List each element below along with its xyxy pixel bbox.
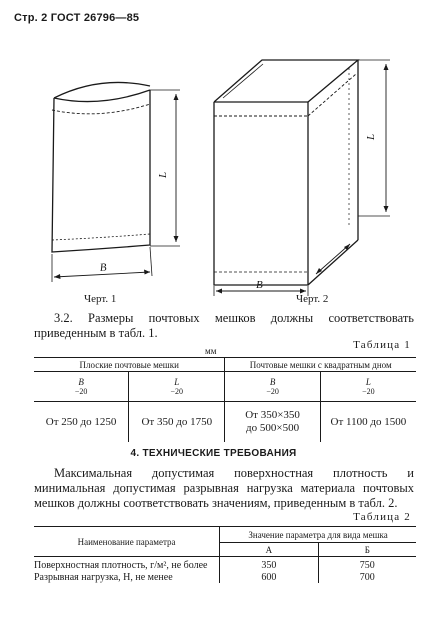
col-1-symbol: B xyxy=(78,376,84,387)
table-1-label: Таблица 1 xyxy=(353,339,411,351)
table-1-unit: мм xyxy=(205,346,217,356)
col-3-tolerance: −20 xyxy=(266,386,279,396)
table-1-cell-3-line-1: От 350×350 xyxy=(245,408,300,421)
section-4-title: 4. ТЕХНИЧЕСКИЕ ТРЕБОВАНИЯ xyxy=(130,448,297,459)
fig2-label-B: B xyxy=(256,279,263,291)
col-4-symbol: L xyxy=(365,376,371,387)
paragraph-3-2-text: 3.2. Размеры почтовых мешков должны соответствовать приведенным в табл. 1. xyxy=(34,311,414,340)
fig1-label-B: B xyxy=(99,261,107,274)
table-2 xyxy=(34,526,416,583)
table-row xyxy=(34,557,416,572)
table-2-col-group: Значение параметра для вида мешка xyxy=(220,527,416,543)
table-2-col-a: А xyxy=(220,543,318,557)
figure-1-caption: Черт. 1 xyxy=(84,293,117,305)
table-row xyxy=(34,571,416,583)
page-header: Стр. 2 ГОСТ 26796—85 xyxy=(14,12,140,24)
table-1-cell-3-line-2: до 500×500 xyxy=(246,421,300,434)
table-2-label: Таблица 2 xyxy=(353,511,411,523)
table-1-cell-2: От 350 до 1750 xyxy=(129,402,225,442)
figure-2-caption: Черт. 2 xyxy=(296,293,329,305)
table-2-row-2-name: Разрывная нагрузка, Н, не менее xyxy=(34,571,220,583)
drawings xyxy=(0,0,427,300)
figure-1-flat-bag xyxy=(52,82,180,282)
table-1-cell-3 xyxy=(225,402,320,442)
table-2-row-2-a: 600 xyxy=(220,571,318,583)
table-1-cell-4: От 1100 до 1500 xyxy=(330,415,407,428)
fig1-label-L: L xyxy=(157,171,169,178)
table-2-col-b: Б xyxy=(318,543,416,557)
table-2-col-param: Наименование параметра xyxy=(34,527,220,557)
table-1-cell-1: От 250 до 1250 xyxy=(34,402,129,442)
paragraph-requirements xyxy=(34,466,414,511)
table-2-row-1-a: 350 xyxy=(220,557,318,572)
table-1-col-2 xyxy=(129,372,225,402)
table-1-col-4 xyxy=(320,372,416,402)
col-1-tolerance: −20 xyxy=(74,386,88,396)
col-2-symbol: L xyxy=(174,376,180,387)
table-2-row-2-b: 700 xyxy=(359,571,375,583)
table-row xyxy=(34,402,416,442)
col-2-tolerance: −20 xyxy=(170,386,184,396)
table-1-group-square: Почтовые мешки с квадратным дном xyxy=(249,359,392,370)
table-1 xyxy=(34,357,416,442)
col-4-tolerance: −20 xyxy=(362,386,375,396)
paragraph-3-2 xyxy=(34,311,414,341)
figure-2-square-bottom-bag xyxy=(214,60,390,296)
table-1-group-flat: Плоские почтовые мешки xyxy=(34,358,225,372)
table-1-col-3 xyxy=(225,372,320,402)
table-2-row-1-b: 750 xyxy=(359,560,375,571)
fig2-label-L: L xyxy=(365,133,377,140)
col-3-symbol: B xyxy=(269,376,276,387)
table-1-col-1 xyxy=(34,372,129,402)
table-2-row-1-name: Поверхностная плотность, г/м², не более xyxy=(34,557,220,572)
paragraph-requirements-text: Максимальная допустимая поверхностная плотность и минимальная допустимая разрывная нагрузка материала почтовых мешков должны соответствовать значениям, приведенным в табл. 2. xyxy=(34,466,414,510)
